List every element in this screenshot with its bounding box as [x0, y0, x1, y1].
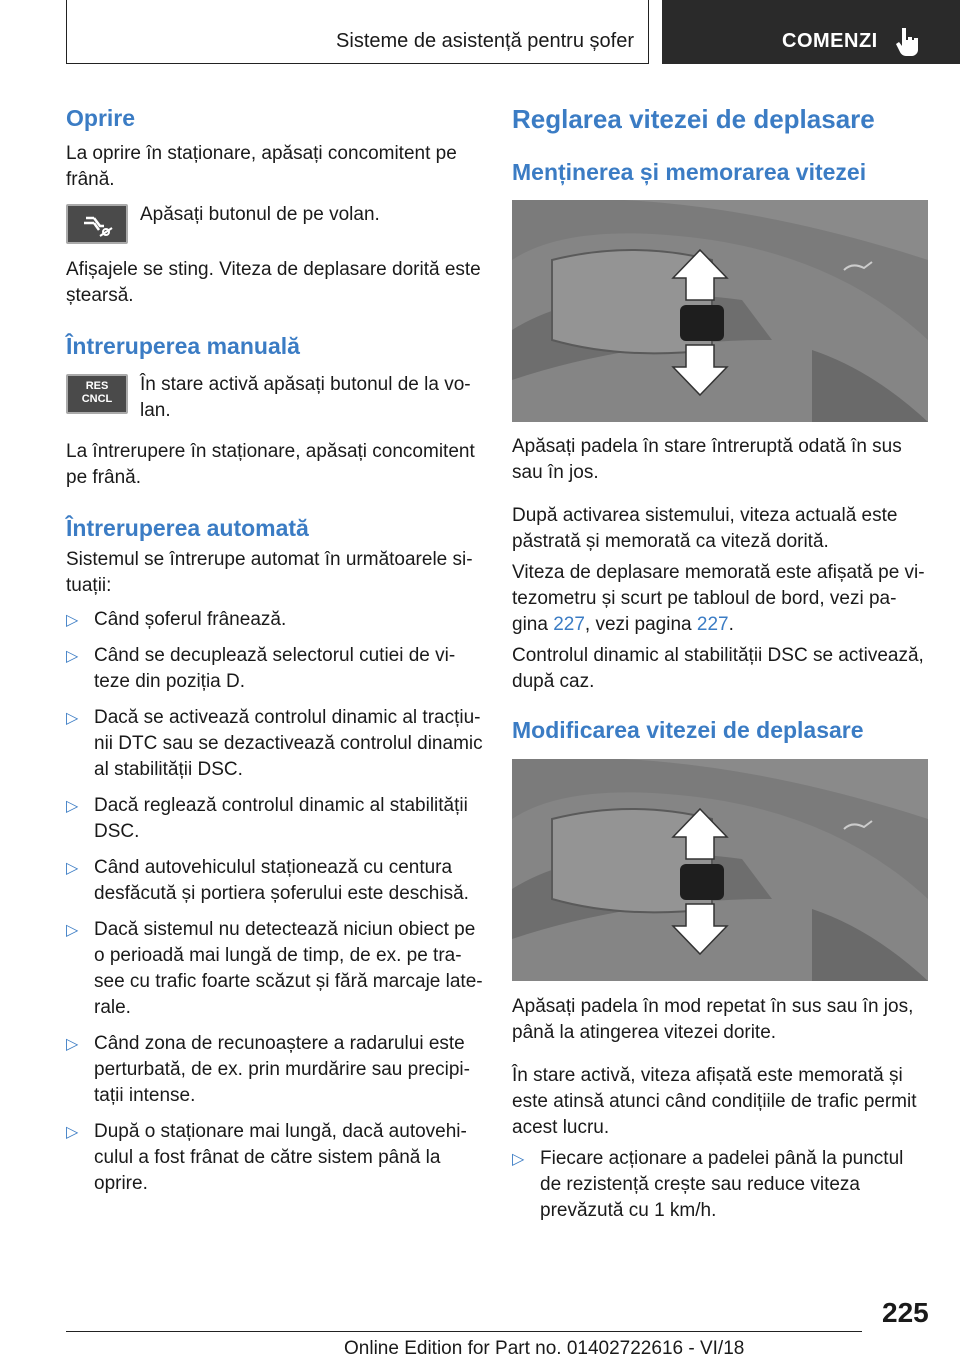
bullet-triangle-icon: ▷: [66, 860, 79, 877]
bullet-triangle-icon: ▷: [66, 612, 79, 629]
automata-intro: Sistemul se întrerupe automat în următoarele si-tuații:: [66, 549, 473, 596]
pointing-hand-icon: [894, 26, 922, 56]
steering-wheel-paddle-photo-2: [512, 759, 928, 981]
manuala-button-caption: În stare activă apăsați butonul de la vo-lan.: [140, 374, 471, 421]
list-item: ▷ După o staționare mai lungă, dacă autovehi-culul a fost frânat de către sistem până la oprire.: [66, 1121, 467, 1194]
list-item: ▷ Dacă se activează controlul dinamic al tracțiu-nii DTC sau se dezactivează controlul dinamic al stabilității DSC.: [66, 707, 483, 780]
list-item: ▷ Dacă reglează controlul dinamic al stabilității DSC.: [66, 795, 468, 842]
steering-wheel-paddle-photo-1: [512, 200, 928, 422]
mentinere-para-1: Apăsați padela în stare întreruptă odată în sus sau în jos.: [512, 436, 902, 483]
heading-intrerupere-manuala: Întreruperea manuală: [66, 333, 300, 359]
cruise-control-button-image: [66, 204, 128, 244]
footer-edition: Online Edition for Part no. 01402722616 - VI/18: [344, 1338, 745, 1359]
page-link-227[interactable]: 227: [553, 614, 585, 635]
cncl-label: CNCL: [81, 393, 113, 405]
bullet-triangle-icon: ▷: [512, 1151, 525, 1168]
chapter-tab-label: COMENZI: [782, 30, 878, 52]
list-item: ▷ Când șoferul frânează.: [66, 607, 486, 633]
heading-intrerupere-automata: Întreruperea automată: [66, 515, 309, 541]
mentinere-para-4: Controlul dinamic al stabilității DSC se activează, după caz.: [512, 645, 924, 692]
automata-list: [66, 607, 486, 1207]
bullet-triangle-icon: ▷: [66, 1036, 79, 1053]
list-item: ▷ Când se decuplează selectorul cutiei de vi-teze din poziția D.: [66, 645, 456, 692]
list-item: ▷ Fiecare acționare a padelei până la punctul de rezistență crește sau reduce viteza prevăzută cu 1 km/h.: [512, 1148, 904, 1221]
modificare-para-2: În stare activă, viteza afișată este memorată și este atinsă atunci când condițiile de trafic permit acest lucru.: [512, 1065, 917, 1138]
bullet-triangle-icon: ▷: [66, 710, 79, 727]
page-link-227-second[interactable]: 227: [696, 614, 729, 635]
bullet-triangle-icon: ▷: [66, 648, 79, 665]
list-item: ▷ Când autovehiculul staționează cu centura desfăcută și portiera șoferului este deschisă.: [66, 857, 469, 904]
bullet-triangle-icon: ▷: [66, 1124, 79, 1141]
header-section-box: [66, 0, 649, 64]
heading-modificarea-vitezei: Modificarea vitezei de deplasare: [512, 717, 864, 743]
footer-divider: [66, 1331, 862, 1332]
heading-oprire: Oprire: [66, 105, 136, 131]
oprire-para-2: Afișajele se sting. Viteza de deplasare dorită este ștearsă.: [66, 259, 481, 306]
chapter-tab[interactable]: [662, 0, 960, 64]
heading-reglarea-vitezei: Reglarea vitezei de deplasare: [512, 104, 875, 134]
modificare-list: [512, 1146, 928, 1234]
modificare-para-1: Apăsați padela în mod repetat în sus sau în jos, până la atingerea vitezei dorite.: [512, 996, 914, 1043]
res-label: RES: [85, 380, 109, 392]
section-title: Sisteme de asistență pentru șofer: [336, 30, 634, 52]
oprire-para-1: La oprire în staționare, apăsați concomitent pe frână.: [66, 143, 457, 190]
list-item: ▷ Când zona de recunoaștere a radarului este perturbată, de ex. prin murdărire sau precipi-tații intense.: [66, 1033, 470, 1106]
manuala-para: La întrerupere în staționare, apăsați concomitent pe frână.: [66, 441, 475, 488]
oprire-button-caption: Apăsați butonul de pe volan.: [140, 204, 380, 225]
list-item: ▷ Dacă sistemul nu detectează niciun obiect pe o perioadă mai lungă de timp, de ex. pe tra-see cu trafic foarte scăzut și fără marcaje late-rale.: [66, 919, 483, 1018]
bullet-triangle-icon: ▷: [66, 798, 79, 815]
heading-mentinerea-vitezei: Menținerea și memorarea vitezei: [512, 159, 867, 185]
mentinere-para-3: Viteza de deplasare memorată este afișată pe vi-tezometru și scurt pe tabloul de bord, vezi pa-gina 227, vezi pagina 227.: [512, 562, 925, 635]
res-cncl-button-image: [66, 374, 128, 414]
mentinere-para-2: După activarea sistemului, viteza actuală este păstrată și memorată ca viteză dorită.: [512, 505, 898, 552]
page-number: 225: [882, 1297, 929, 1328]
cruise-control-icon: [68, 206, 126, 242]
bullet-triangle-icon: ▷: [66, 922, 79, 939]
